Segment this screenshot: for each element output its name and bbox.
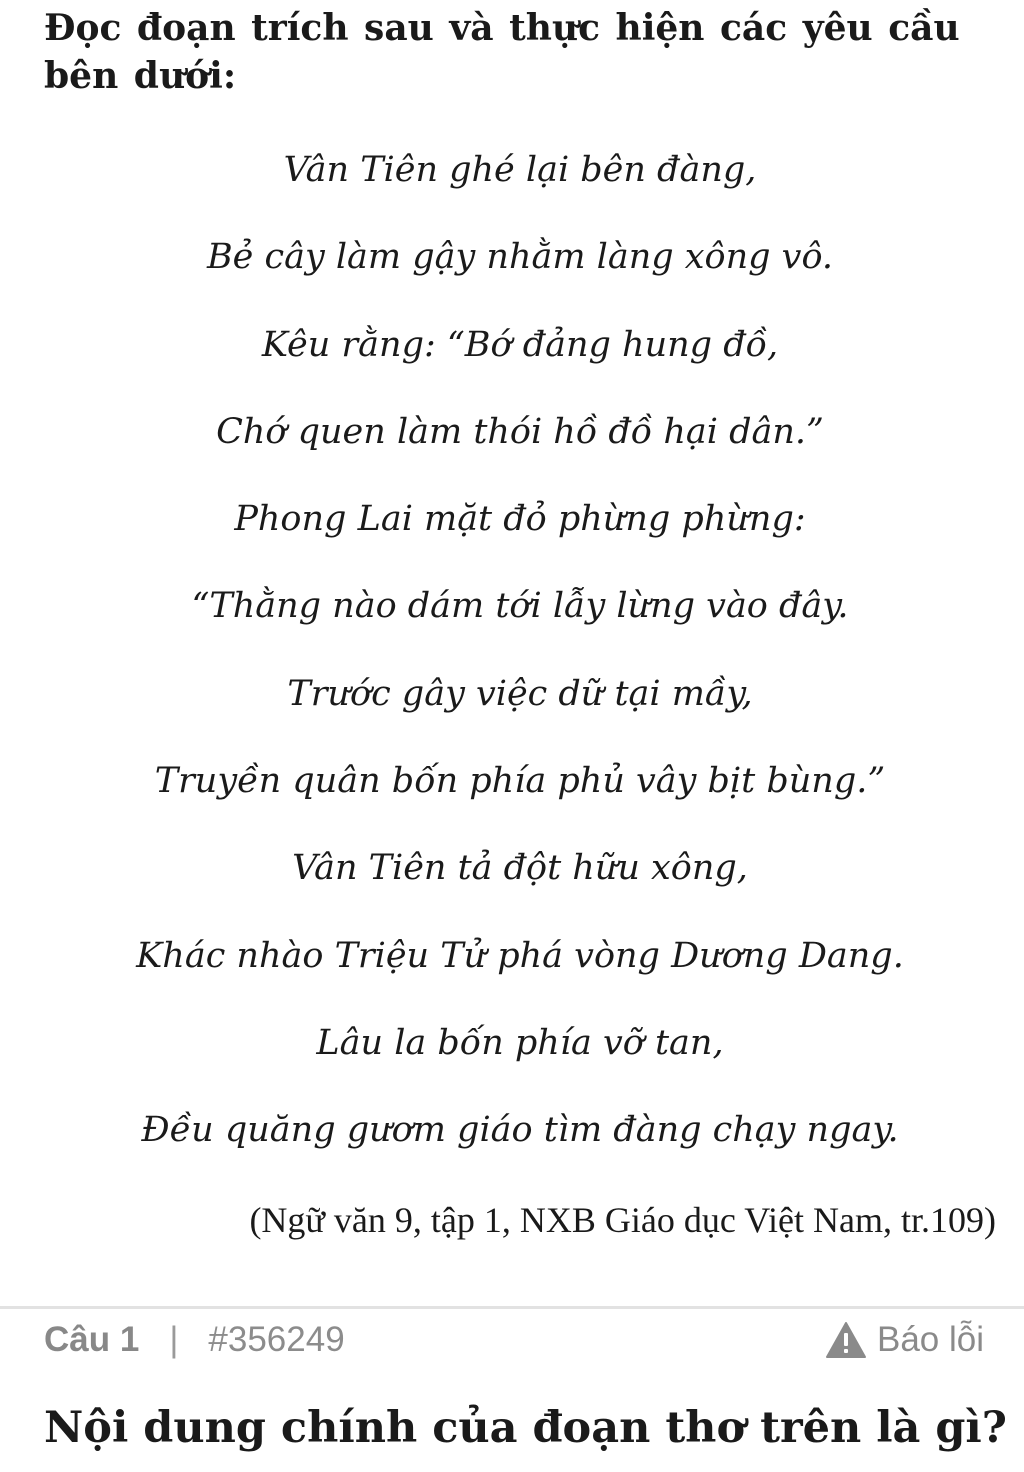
source-citation: (Ngữ văn 9, tập 1, NXB Giáo dục Việt Nam, tr.109) <box>249 1200 996 1240</box>
poem-line: Truyền quân bốn phía phủ vây bịt bùng.” <box>154 761 886 802</box>
poem-line: Vân Tiên ghé lại bên đàng, <box>283 150 757 190</box>
poem-line: Đều quăng gươm giáo tìm đàng chạy ngay. <box>141 1110 899 1151</box>
section-divider <box>0 1306 1024 1309</box>
question-number: Câu 1 <box>44 1320 140 1359</box>
poem-line: Trước gây việc dữ tại mầy, <box>287 673 753 714</box>
poem-line: Khác nhào Triệu Tử phá vòng Dương Dang. <box>136 935 904 976</box>
poem-line: “Thằng nào dám tới lẫy lừng vào đây. <box>191 586 849 627</box>
warning-triangle-icon <box>825 1321 867 1359</box>
question-header <box>44 1316 984 1364</box>
poem-excerpt <box>0 148 1024 1196</box>
question-id: #356249 <box>208 1320 345 1359</box>
poem-line: Vân Tiên tả đột hữu xông, <box>292 848 748 889</box>
report-error-label: Báo lỗi <box>876 1320 984 1359</box>
header-separator: | <box>169 1320 179 1359</box>
poem-line: Bẻ cây làm gậy nhằm làng xông vô. <box>206 237 834 278</box>
report-error-button[interactable] <box>825 1320 984 1360</box>
question-prompt: Nội dung chính của đoạn thơ trên là gì? <box>44 1403 1007 1453</box>
reading-instruction: Đọc đoạn trích sau và thực hiện các yêu cầu bên dưới: <box>44 7 960 97</box>
poem-line: Kêu rằng: “Bớ đảng hung đồ, <box>261 324 779 365</box>
poem-line: Phong Lai mặt đỏ phừng phừng: <box>234 499 806 540</box>
poem-line: Lâu la bốn phía vỡ tan, <box>316 1022 724 1063</box>
poem-line: Chớ quen làm thói hồ đồ hại dân.” <box>216 411 824 452</box>
